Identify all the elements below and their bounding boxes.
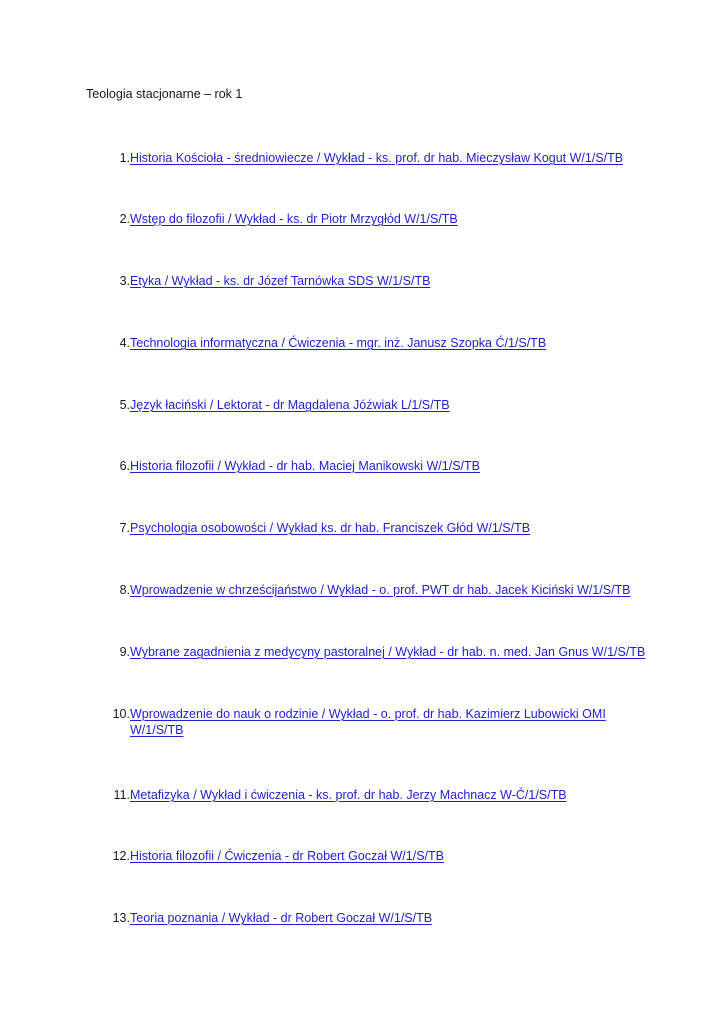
course-link[interactable]: Wprowadzenie w chrześcijaństwo / Wykład - o. prof. PWT dr hab. Jacek Kiciński W/1/S/TB — [130, 583, 631, 597]
course-link[interactable]: Teoria poznania / Wykład - dr Robert Goczał W/1/S/TB — [130, 911, 433, 925]
list-item-number: 12. — [112, 849, 130, 863]
course-link[interactable]: Wybrane zagadnienia z medycyny pastoralnej / Wykład - dr hab. n. med. Jan Gnus W/1/S/TB — [130, 645, 646, 659]
course-link[interactable]: Historia filozofii / Wykład - dr hab. Maciej Manikowski W/1/S/TB — [130, 459, 480, 473]
list-item-number: 3. — [119, 274, 130, 288]
document-title: Teologia stacjonarne – rok 1 — [86, 87, 243, 101]
course-link[interactable]: Psychologia osobowości / Wykład ks. dr hab. Franciszek Głód W/1/S/TB — [130, 521, 531, 535]
list-item-number: 4. — [119, 336, 130, 350]
list-item-number: 2. — [119, 212, 130, 226]
list-item-number: 1. — [119, 151, 130, 165]
course-link[interactable]: Historia filozofii / Ćwiczenia - dr Robert Goczał W/1/S/TB — [130, 849, 444, 863]
list-item-number: 8. — [119, 583, 130, 597]
course-link[interactable]: Historia Kościoła - średniowiecze / Wykład - ks. prof. dr hab. Mieczysław Kogut W/1/S/TB — [130, 151, 624, 165]
course-link[interactable]: Technologia informatyczna / Ćwiczenia - mgr. inż. Janusz Szopka Ć/1/S/TB — [130, 336, 547, 350]
list-item-number: 7. — [119, 521, 130, 535]
course-link[interactable]: Etyka / Wykład - ks. dr Józef Tarnówka SDS W/1/S/TB — [130, 274, 431, 288]
list-item-number: 5. — [119, 398, 130, 412]
course-link[interactable]: Język łaciński / Lektorat - dr Magdalena Jóźwiak L/1/S/TB — [130, 398, 450, 412]
list-item-number: 13. — [112, 911, 130, 925]
list-item-number: 10. — [112, 707, 130, 721]
list-item-number: 11. — [113, 788, 130, 802]
list-item-number: 9. — [119, 645, 130, 659]
course-link[interactable]: Wprowadzenie do nauk o rodzinie / Wykład - o. prof. dr hab. Kazimierz Lubowicki OMI W/1/S/TB — [130, 707, 606, 737]
list-item-number: 6. — [119, 459, 130, 473]
course-link[interactable]: Wstęp do filozofii / Wykład - ks. dr Piotr Mrzygłód W/1/S/TB — [130, 212, 458, 226]
course-link[interactable]: Metafizyka / Wykład i ćwiczenia - ks. prof. dr hab. Jerzy Machnacz W-Ć/1/S/TB — [130, 788, 567, 802]
